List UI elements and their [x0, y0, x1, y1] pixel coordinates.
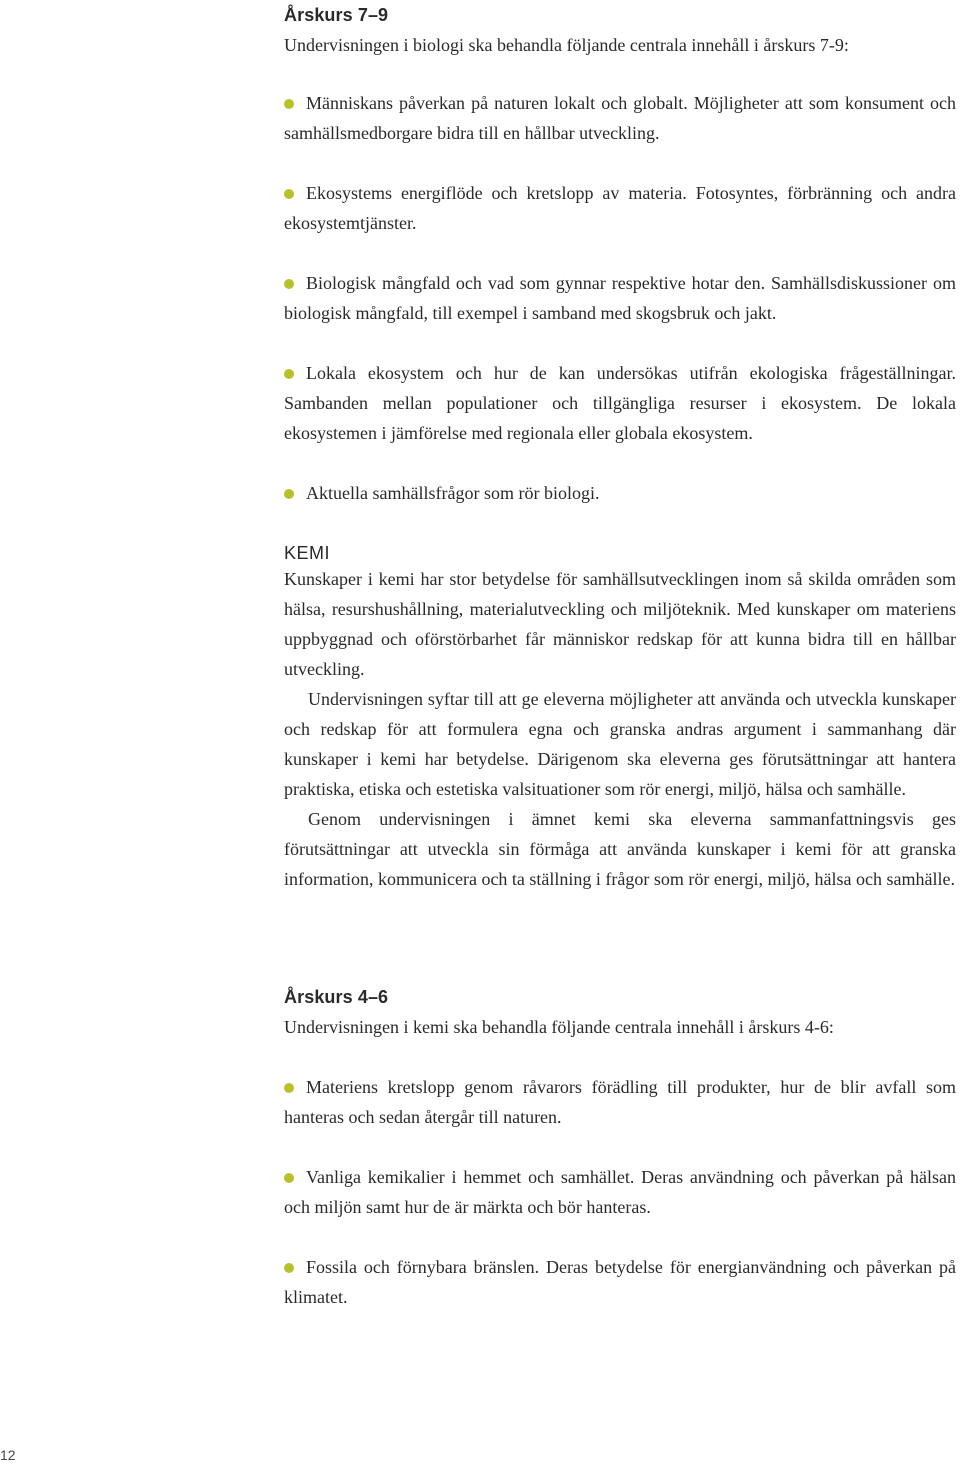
bullet-list-7-9: [284, 88, 956, 508]
kemi-paragraph: Undervisningen syftar till att ge eleverna möjligheter att använda och utveckla kunskaper och redskap för att formulera egna och granska andras argument i sammanhang där kunskaper i kemi har betydelse. Därigenom ska eleverna ges förutsättningar att hantera praktiska, etiska och estetiska valsituationer som rör energi, miljö, hälsa och samhälle.: [284, 689, 956, 799]
kemi-paragraph: Genom undervisningen i ämnet kemi ska eleverna sammanfattningsvis ges förutsättningar att utveckla sin förmåga att använda kunskaper i kemi för att granska information, kommunicera och ta ställning i frågor som rör energi, miljö, hälsa och samhälle.: [284, 809, 956, 889]
list-item: Aktuella samhällsfrågor som rör biologi.: [284, 478, 956, 508]
list-item: Lokala ekosystem och hur de kan undersökas utifrån ekologiska frågeställningar. Sambanden mellan populationer och tillgängliga resurser i ekosystem. De lokala ekosystemen i jämförelse med regionala eller globala ekosystem.: [284, 363, 956, 443]
section-intro-7-9: Undervisningen i biologi ska behandla följande centrala innehåll i årskurs 7-9:: [284, 35, 849, 55]
list-item: Människans påverkan på naturen lokalt och globalt. Möjligheter att som konsument och samhällsmedborgare bidra till en hållbar utveckling.: [284, 93, 956, 143]
bullet-list-4-6: [284, 1072, 956, 1312]
section-intro-4-6: Undervisningen i kemi ska behandla följande centrala innehåll i årskurs 4-6:: [284, 1017, 834, 1037]
bullet-icon: [284, 489, 294, 499]
subject-title-kemi: KEMI: [284, 543, 331, 563]
section-heading-4-6: Årskurs 4–6: [284, 987, 389, 1007]
list-item: Materiens kretslopp genom råvarors förädling till produkter, hur de blir avfall som hanteras och sedan återgår till naturen.: [284, 1077, 956, 1127]
kemi-paragraph: Kunskaper i kemi har stor betydelse för samhällsutvecklingen inom så skilda områden som hälsa, resurshushållning, materialutveckling och miljöteknik. Med kunskaper om materiens uppbyggnad och oförstörbarhet får människor redskap för att kunna bidra till en hållbar utveckling.: [284, 569, 956, 679]
bullet-icon: [284, 369, 294, 379]
page-number: 12: [0, 1447, 16, 1463]
bullet-icon: [284, 99, 294, 109]
list-item: Fossila och förnybara bränslen. Deras betydelse för energianvändning och påverkan på klimatet.: [284, 1257, 956, 1307]
list-item: Ekosystems energiflöde och kretslopp av materia. Fotosyntes, förbränning och andra ekosystemtjänster.: [284, 183, 956, 233]
bullet-icon: [284, 189, 294, 199]
bullet-icon: [284, 1263, 294, 1273]
kemi-body: [284, 564, 956, 894]
bullet-icon: [284, 279, 294, 289]
list-item: Vanliga kemikalier i hemmet och samhället. Deras användning och påverkan på hälsan och miljön samt hur de är märkta och bör hanteras.: [284, 1167, 956, 1217]
list-item: Biologisk mångfald och vad som gynnar respektive hotar den. Samhällsdiskussioner om biologisk mångfald, till exempel i samband med skogsbruk och jakt.: [284, 273, 956, 323]
bullet-icon: [284, 1083, 294, 1093]
bullet-icon: [284, 1173, 294, 1183]
section-heading-7-9: Årskurs 7–9: [284, 5, 389, 25]
